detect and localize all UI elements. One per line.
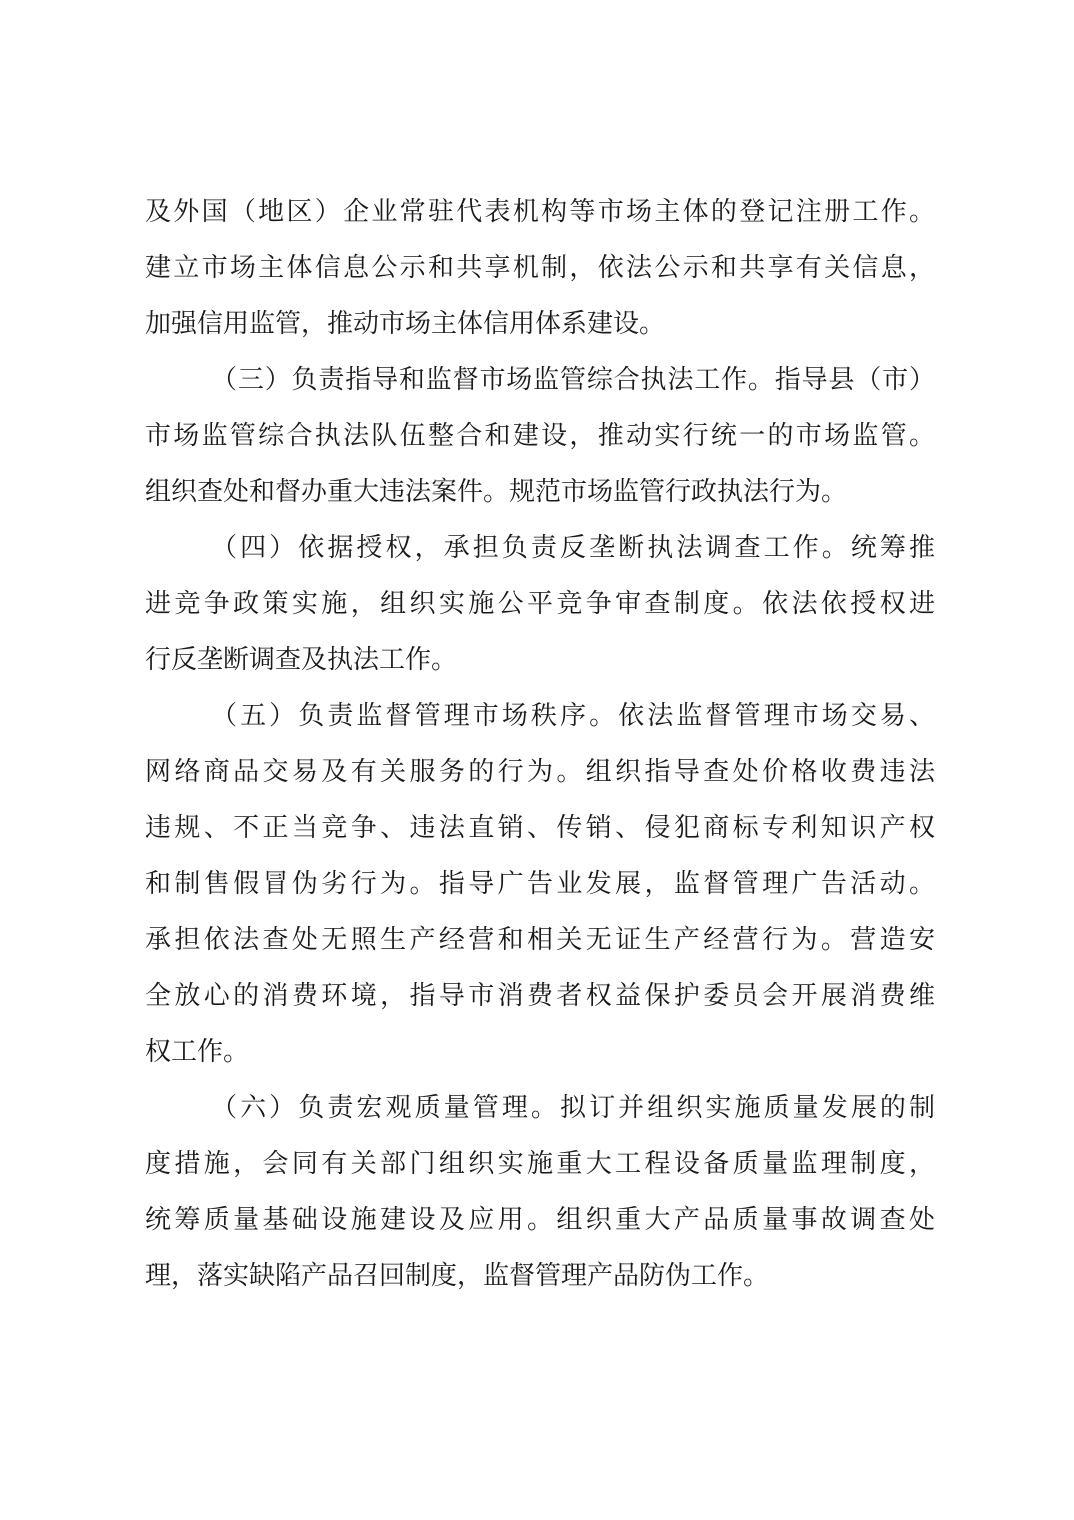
text-line: 建立市场主体信息公示和共享机制，依法公示和共享有关信息， bbox=[145, 253, 935, 283]
text-line: 承担依法查处无照生产经营和相关无证生产经营行为。营造安 bbox=[145, 925, 935, 955]
text-line: 和制售假冒伪劣行为。指导广告业发展，监督管理广告活动。 bbox=[145, 869, 935, 899]
text-line: 权工作。 bbox=[145, 1037, 250, 1067]
text-line: 全放心的消费环境，指导市消费者权益保护委员会开展消费维 bbox=[145, 981, 935, 1011]
text-line: 组织查处和督办重大违法案件。规范市场监管行政执法行为。 bbox=[145, 477, 848, 507]
text-line: 行反垄断调查及执法工作。 bbox=[145, 645, 458, 675]
paragraph-start-line: （三）负责指导和监督市场监管综合执法工作。指导县（市） bbox=[211, 365, 935, 395]
body-text bbox=[145, 184, 935, 1304]
text-line: 及外国（地区）企业常驻代表机构等市场主体的登记注册工作。 bbox=[145, 197, 935, 227]
text-line: 统筹质量基础设施建设及应用。组织重大产品质量事故调查处 bbox=[145, 1205, 935, 1235]
paragraph-start-line: （五）负责监督管理市场秩序。依法监督管理市场交易、 bbox=[211, 701, 935, 731]
text-line: 网络商品交易及有关服务的行为。组织指导查处价格收费违法 bbox=[145, 757, 935, 787]
text-line: 加强信用监管，推动市场主体信用体系建设。 bbox=[145, 309, 666, 339]
text-line: 市场监管综合执法队伍整合和建设，推动实行统一的市场监管。 bbox=[145, 421, 935, 451]
text-line: 进竞争政策实施，组织实施公平竞争审查制度。依法依授权进 bbox=[145, 589, 935, 619]
text-line: 违规、不正当竞争、违法直销、传销、侵犯商标专利知识产权 bbox=[145, 813, 935, 843]
paragraph-start-line: （六）负责宏观质量管理。拟订并组织实施质量发展的制 bbox=[211, 1093, 935, 1123]
text-line: 理，落实缺陷产品召回制度，监督管理产品防伪工作。 bbox=[145, 1261, 770, 1291]
text-line: 度措施，会同有关部门组织实施重大工程设备质量监理制度， bbox=[145, 1149, 935, 1179]
paragraph-start-line: （四）依据授权，承担负责反垄断执法调查工作。统筹推 bbox=[211, 533, 935, 563]
